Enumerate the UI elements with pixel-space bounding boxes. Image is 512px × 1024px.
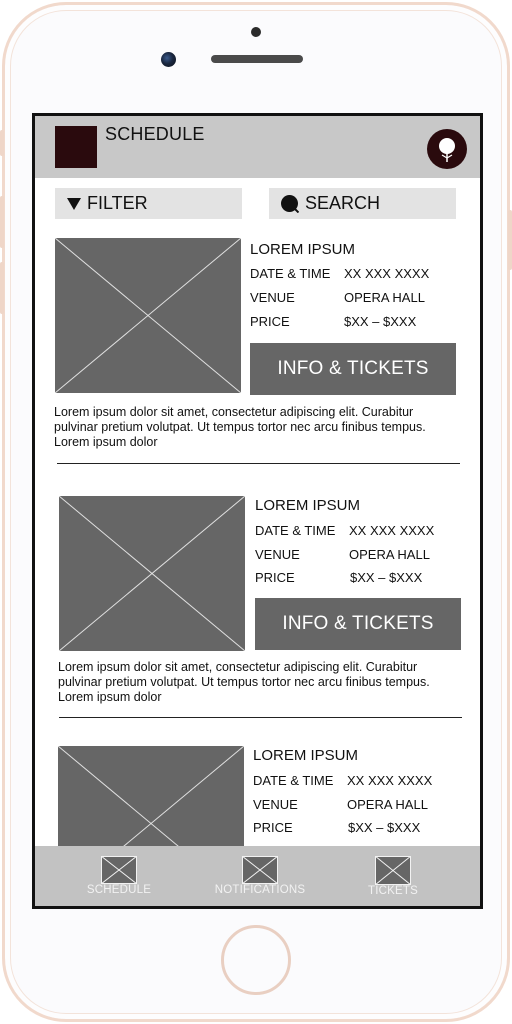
app-header xyxy=(35,116,480,178)
event-image-placeholder xyxy=(59,496,245,651)
date-time-label: DATE & TIME xyxy=(250,266,331,281)
image-placeholder-icon xyxy=(59,496,245,651)
date-time-label: DATE & TIME xyxy=(255,523,336,538)
event-card xyxy=(35,238,480,468)
event-date: XX XXX XXXX xyxy=(344,266,430,281)
tab-schedule[interactable] xyxy=(75,846,163,906)
volume-down-button xyxy=(0,262,4,314)
tab-notifications[interactable] xyxy=(205,846,315,906)
event-card xyxy=(35,496,480,726)
app-screen xyxy=(32,113,483,909)
image-placeholder-icon xyxy=(55,238,241,393)
venue-label: VENUE xyxy=(255,547,300,562)
bottom-tab-bar xyxy=(35,846,480,906)
card-divider xyxy=(57,463,460,464)
info-tickets-button[interactable]: INFO & TICKETS xyxy=(255,598,461,650)
image-placeholder-icon xyxy=(242,856,278,884)
date-time-label: DATE & TIME xyxy=(253,773,334,788)
search-icon xyxy=(281,195,299,213)
event-title: LOREM IPSUM xyxy=(255,497,361,514)
event-title: LOREM IPSUM xyxy=(253,747,359,764)
event-image-placeholder xyxy=(55,238,241,393)
search-label: SEARCH xyxy=(305,193,381,213)
event-price: $XX – $XXX xyxy=(348,820,421,835)
filter-label: FILTER xyxy=(87,193,148,213)
proximity-sensor xyxy=(251,27,261,37)
filter-button[interactable] xyxy=(55,188,242,219)
price-label: PRICE xyxy=(250,314,290,329)
power-button xyxy=(508,210,512,270)
event-venue: OPERA HALL xyxy=(344,290,425,305)
search-button[interactable] xyxy=(269,188,456,219)
profile-icon[interactable] xyxy=(427,129,467,169)
tab-schedule-label: SCHEDULE xyxy=(86,884,152,896)
front-camera xyxy=(161,52,176,67)
tab-notifications-label: NOTIFICATIONS xyxy=(214,884,306,896)
tab-tickets-label: TICKETS xyxy=(368,885,418,897)
card-divider xyxy=(59,717,462,718)
event-price: $XX – $XXX xyxy=(344,314,417,329)
image-placeholder-icon xyxy=(101,856,137,884)
event-venue: OPERA HALL xyxy=(347,797,428,812)
event-price: $XX – $XXX xyxy=(350,570,423,585)
logo-square[interactable] xyxy=(55,126,97,168)
earpiece-speaker xyxy=(211,55,303,63)
home-button[interactable] xyxy=(221,925,291,995)
venue-label: VENUE xyxy=(253,797,298,812)
event-date: XX XXX XXXX xyxy=(349,523,435,538)
event-title: LOREM IPSUM xyxy=(250,241,356,258)
event-description: Lorem ipsum dolor sit amet, consectetur adipiscing elit. Curabitur pulvinar pretium volutpat. Ut tempus tortor nec arcu finibus tempus. Lorem ipsum dolor xyxy=(58,660,430,704)
price-label: PRICE xyxy=(255,570,295,585)
event-date: XX XXX XXXX xyxy=(347,773,433,788)
tab-tickets[interactable] xyxy=(353,846,433,906)
info-tickets-button[interactable]: INFO & TICKETS xyxy=(250,343,456,395)
event-venue: OPERA HALL xyxy=(349,547,430,562)
page-title: SCHEDULE xyxy=(105,124,205,144)
volume-up-button xyxy=(0,196,4,248)
event-description: Lorem ipsum dolor sit amet, consectetur adipiscing elit. Curabitur pulvinar pretium volutpat. Ut tempus tortor nec arcu finibus tempus. Lorem ipsum dolor xyxy=(54,405,426,449)
side-button xyxy=(0,130,4,156)
triangle-down-icon xyxy=(67,198,81,210)
venue-label: VENUE xyxy=(250,290,295,305)
price-label: PRICE xyxy=(253,820,293,835)
flower-icon xyxy=(427,129,467,169)
image-placeholder-icon xyxy=(375,856,411,885)
